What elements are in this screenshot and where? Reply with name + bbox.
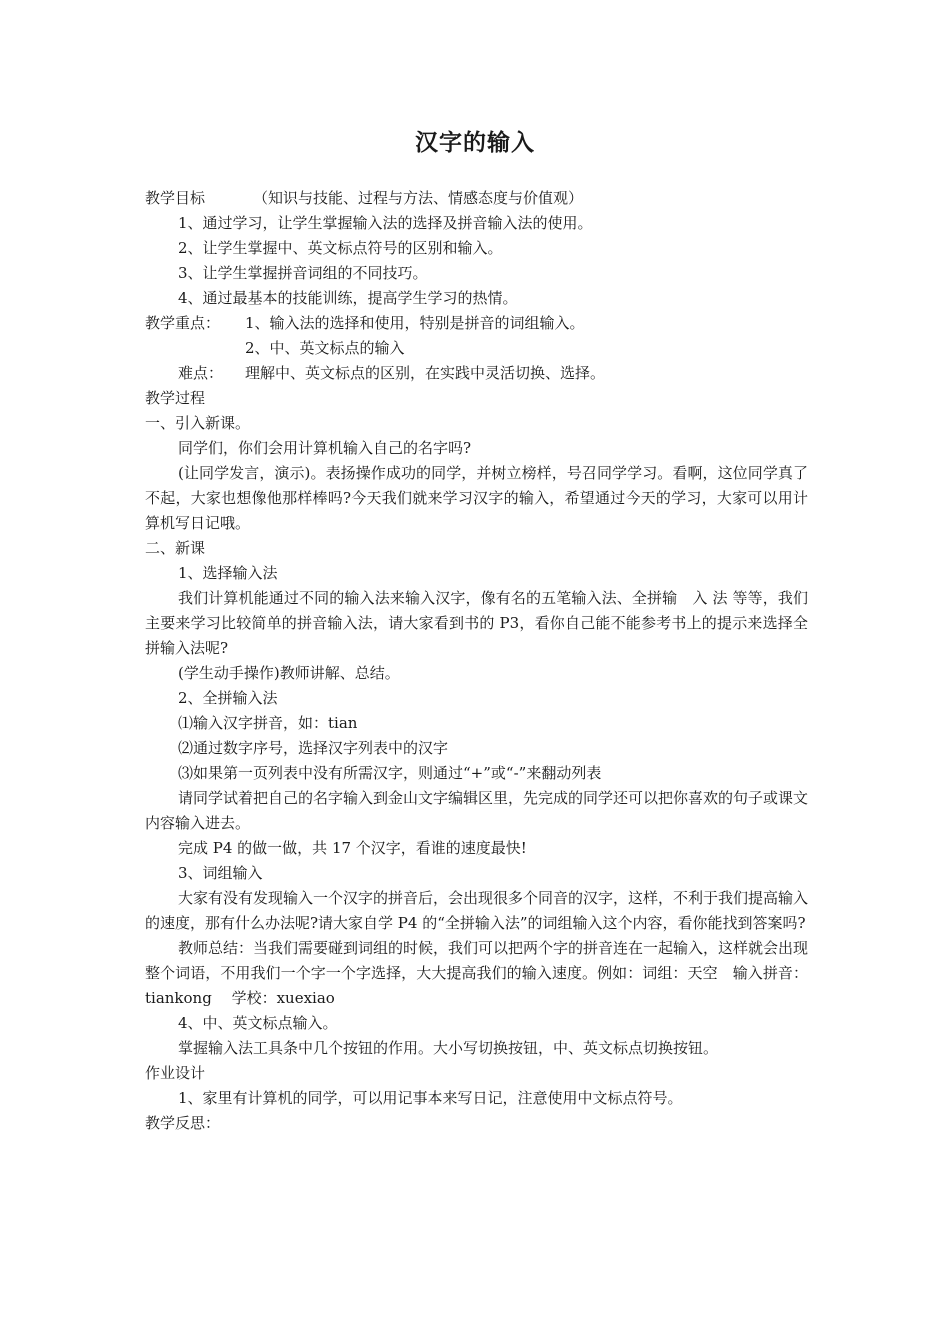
- step-item: ⑶如果第一页列表中没有所需汉字，则通过“+”或“-”来翻动列表: [178, 764, 602, 782]
- section-paragraph: 掌握输入法工具条中几个按钮的作用。大小写切换按钮，中、英文标点切换按钮。: [178, 1039, 719, 1057]
- objectives-label: 教学目标: [145, 189, 206, 207]
- process-label: 教学过程: [145, 389, 206, 407]
- step-item: ⑴输入汉字拼音，如：tian: [178, 714, 358, 732]
- document-body: [145, 186, 808, 1136]
- step-item: ⑵通过数字序号，选择汉字列表中的汉字: [178, 739, 449, 757]
- section-title: 4、中、英文标点输入。: [178, 1014, 338, 1032]
- key-point-item: 1、输入法的选择和使用，特别是拼音的词组输入。: [245, 314, 585, 332]
- section-title: 1、选择输入法: [178, 564, 278, 582]
- homework-item: 1、家里有计算机的同学，可以用记事本来写日记，注意使用中文标点符号。: [178, 1089, 683, 1107]
- section-title: 2、全拼输入法: [178, 689, 278, 707]
- objectives-header: [145, 186, 808, 211]
- objective-item: 3、让学生掌握拼音词组的不同技巧。: [178, 264, 428, 282]
- key-points-row: [145, 311, 808, 336]
- section-paragraph: 大家有没有发现输入一个汉字的拼音后，会出现很多个同音的汉字，这样，不利于我们提高输入的速度，那有什么办法呢?请大家自学 P4 的“全拼输入法”的词组输入这个内容，看你能找到答案吗?: [145, 889, 809, 932]
- intro-heading: 一、引入新课。: [145, 414, 251, 432]
- difficulty-text: 理解中、英文标点的区别，在实践中灵活切换、选择。: [245, 364, 606, 382]
- difficulty-label: 难点：: [178, 364, 224, 382]
- section-paragraph: 我们计算机能通过不同的输入法来输入汉字，像有名的五笔输入法、全拼输 入 法 等等，我们主要来学习比较简单的拼音输入法，请大家看到书的 P3，看你自己能不能参考书上的提示来选择全拼输入法呢?: [145, 589, 808, 657]
- section-title: 3、词组输入: [178, 864, 263, 882]
- objective-item: 2、让学生掌握中、英文标点符号的区别和输入。: [178, 239, 503, 257]
- objective-item: 1、通过学习，让学生掌握输入法的选择及拼音输入法的使用。: [178, 214, 593, 232]
- section-paragraph: (学生动手操作)教师讲解、总结。: [178, 664, 400, 682]
- page-title: 汉字的输入: [415, 129, 535, 156]
- new-lesson-heading: 二、新课: [145, 539, 206, 557]
- reflection-label: 教学反思：: [145, 1114, 221, 1132]
- intro-paragraph: (让同学发言，演示)。表扬操作成功的同学，并树立榜样，号召同学学习。看啊，这位同学真了不起，大家也想像他那样棒吗?今天我们就来学习汉字的输入，希望通过今天的学习，大家可以用计算机写日记哦。: [145, 464, 808, 532]
- section-paragraph: 完成 P4 的做一做，共 17 个汉字，看谁的速度最快!: [178, 839, 527, 857]
- homework-label: 作业设计: [145, 1064, 206, 1082]
- objective-item: 4、通过最基本的技能训练，提高学生学习的热情。: [178, 289, 518, 307]
- section-paragraph: 请同学试着把自己的名字输入到金山文字编辑区里，先完成的同学还可以把你喜欢的句子或课文内容输入进去。: [145, 789, 809, 832]
- key-point-item: 2、中、英文标点的输入: [245, 339, 405, 357]
- key-points-row: [145, 336, 808, 361]
- section-paragraph: 教师总结：当我们需要碰到词组的时候，我们可以把两个字的拼音连在一起输入，这样就会出现整个词语，不用我们一个字一个字选择，大大提高我们的输入速度。例如：词组：天空 输入拼音：tiankong 学校：xuexiao: [145, 939, 809, 1007]
- difficulty-row: [145, 361, 808, 386]
- key-points-label: 教学重点：: [145, 314, 221, 332]
- intro-paragraph: 同学们，你们会用计算机输入自己的名字吗?: [178, 439, 472, 457]
- objectives-note: （知识与技能、过程与方法、情感态度与价值观）: [253, 189, 584, 207]
